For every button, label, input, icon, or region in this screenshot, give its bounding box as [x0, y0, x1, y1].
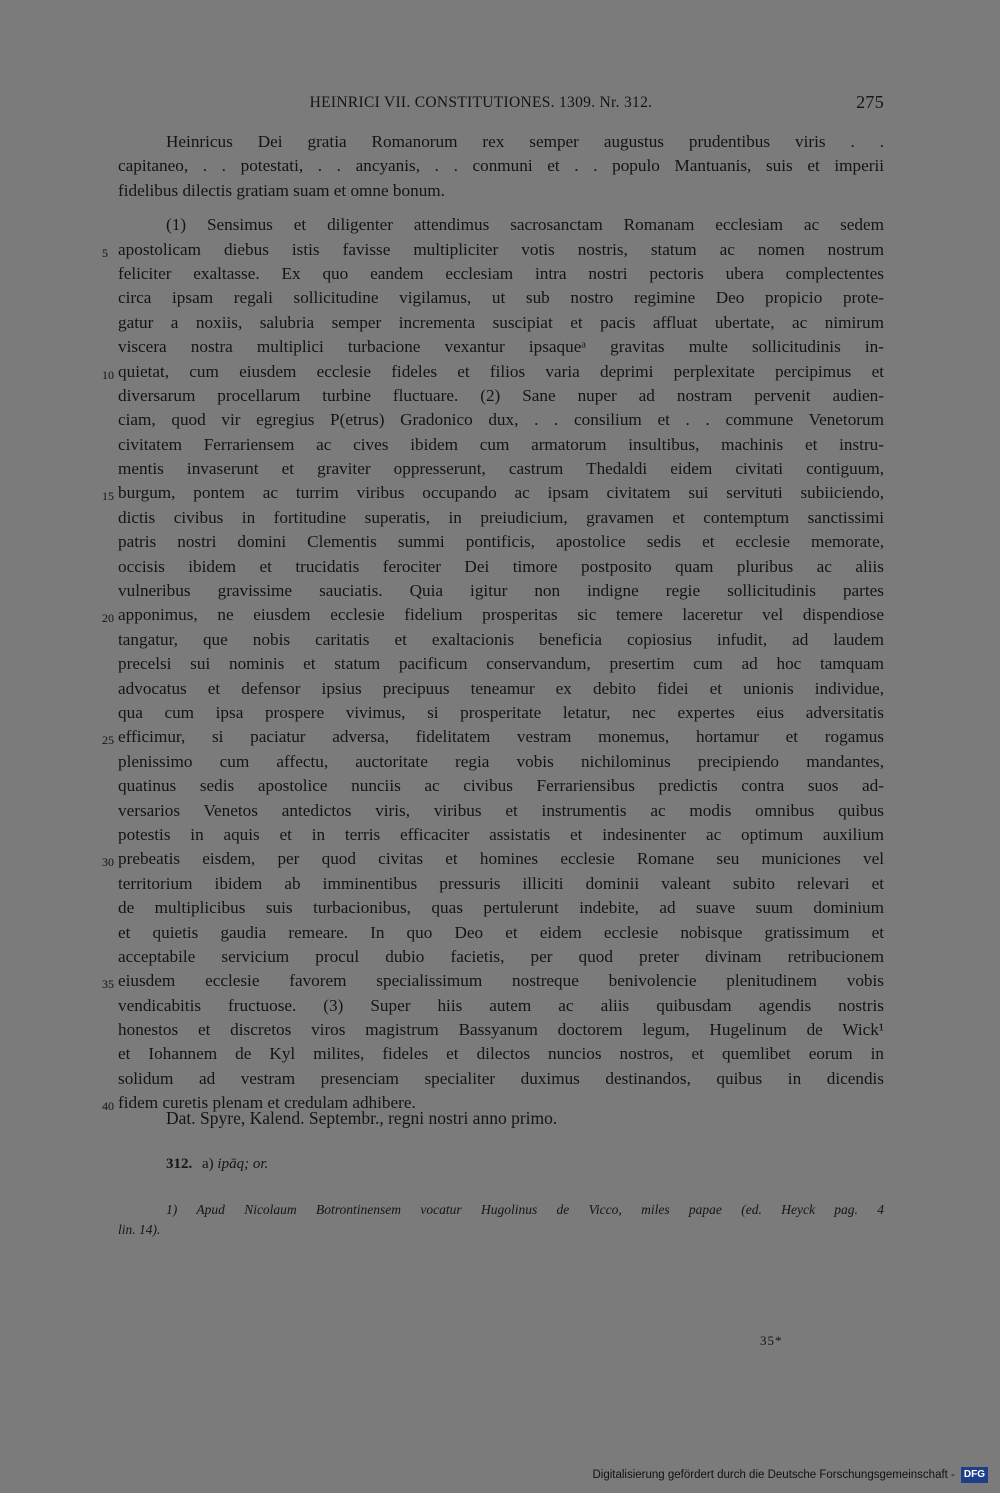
line-number: 35: [102, 977, 114, 992]
text-line: [118, 628, 884, 652]
text-line: [118, 433, 884, 457]
signature-mark: 35*: [760, 1333, 783, 1348]
line-text: efficimur, si paciatur adversa, fidelitatem vestram monemus, hortamur et rogamus: [118, 727, 884, 747]
apparatus-note-text: ipāq; or.: [217, 1156, 269, 1172]
running-title: HEINRICI VII. CONSTITUTIONES. 1309. Nr. 312.: [309, 94, 653, 111]
line-text: civitatem Ferrariensem ac cives ibidem cum armatorum insultibus, machinis et instru-: [118, 434, 884, 454]
text-line: [118, 154, 884, 178]
digitization-credit: [592, 1465, 988, 1485]
text-line: [118, 896, 884, 920]
text-line: [118, 994, 884, 1018]
line-text: prebeatis eisdem, per quod civitas et homines ecclesie Romane seu municiones vel: [118, 849, 884, 869]
text-line: [118, 1018, 884, 1042]
line-number: 20: [102, 611, 114, 626]
text-line: [102, 847, 884, 871]
line-text: de multiplicibus suis turbacionibus, quas pertulerunt indebite, ad suave suum dominium: [118, 898, 884, 918]
line-number: 15: [102, 489, 114, 504]
text-line: [102, 238, 884, 262]
credit-text: Digitalisierung gefördert durch die Deutsche Forschungsgemeinschaft -: [592, 1469, 955, 1481]
text-line: [118, 213, 884, 237]
text-line: [118, 335, 884, 359]
footnote: [118, 1200, 884, 1240]
line-number: 25: [102, 733, 114, 748]
text-line: [118, 555, 884, 579]
line-text: tangatur, que nobis caritatis et exaltacionis beneficia copiosius infudit, ad laudem: [118, 629, 884, 649]
line-text: Heinricus Dei gratia Romanorum rex semper augustus prudentibus viris . .: [166, 132, 884, 151]
line-text: versarios Venetos antedictos viris, viribus et instrumentis ac modis omnibus quibus: [118, 800, 884, 820]
text-line: [118, 530, 884, 554]
text-line: [118, 408, 884, 432]
apparatus-number: 312.: [166, 1156, 193, 1172]
running-header: [118, 92, 884, 118]
text-line: [118, 823, 884, 847]
line-text: dictis civibus in fortitudine superatis, in preiudicium, gravamen et contemptum sanctissimi: [118, 507, 884, 527]
line-number: 40: [102, 1099, 114, 1114]
text-line: [118, 262, 884, 286]
text-line: [118, 945, 884, 969]
text-line: [118, 1042, 884, 1066]
line-text: mentis invaserunt et graviter oppresserunt, castrum Thedaldi eidem civitati contiguum,: [118, 459, 884, 479]
line-text: viscera nostra multiplici turbacione vexantur ipsaqueᵃ gravitas multe sollicitudinis in-: [118, 337, 884, 357]
line-text: apostolicam diebus istis favisse multipliciter votis nostris, statum ac nomen nostrum: [118, 239, 884, 259]
text-line: [118, 384, 884, 408]
line-text: advocatus et defensor ipsius precipuus teneamur ex debito fidei et unionis individue,: [118, 678, 884, 698]
text-line: [118, 311, 884, 335]
line-text: apponimus, ne eiusdem ecclesie fidelium prosperitas sic temere laceretur vel dispendiose: [118, 605, 884, 625]
text-line: [118, 677, 884, 701]
line-text: capitaneo, . . potestati, . . ancyanis, . . conmuni et . . populo Mantuanis, suis et imperii: [118, 156, 884, 176]
line-text: feliciter exaltasse. Ex quo eandem ecclesiam intra nostri pectoris ubera complectentes: [118, 263, 884, 283]
footnote-line-2: lin. 14).: [118, 1222, 161, 1237]
line-text: circa ipsam regali sollicitudine vigilamus, ut sub nostro regimine Deo propicio prote-: [118, 288, 884, 308]
text-line: [118, 799, 884, 823]
line-text: potestis in aquis et in terris efficaciter assistatis et indesinenter ac optimum auxilium: [118, 824, 884, 844]
text-line: [102, 481, 884, 505]
text-line: [118, 921, 884, 945]
critical-apparatus: [166, 1156, 268, 1173]
line-text: quietat, cum eiusdem ecclesie fideles et filios varia deprimi perplexitate percipimus et: [118, 361, 884, 381]
line-number: 5: [102, 245, 108, 260]
line-text: solidum ad vestram presenciam specialiter duximus destinandos, quibus in dicendis: [118, 1068, 884, 1088]
text-line: [118, 652, 884, 676]
line-text: plenissimo cum affectu, auctoritate regia vobis nichilominus precipiendo mandantes,: [118, 751, 884, 771]
line-text: quatinus sedis apostolice nunciis ac civibus Ferrariensibus predictis contra suos ad-: [118, 776, 884, 796]
text-line: [118, 179, 884, 203]
text-line: [118, 506, 884, 530]
line-text: ciam, quod vir egregius P(etrus) Gradonico dux, . . consilium et . . commune Venetorum: [118, 410, 884, 430]
text-line: [118, 457, 884, 481]
line-text: qua cum ipsa prospere vivimus, si prosperitate letatur, nec expertes eius adversitatis: [118, 702, 884, 722]
text-line: [118, 130, 884, 154]
line-text: vulneribus gravissime sauciatis. Quia igitur non indigne regie sollicitudinis partes: [118, 581, 884, 601]
line-text: vendicabitis fructuose. (3) Super hiis autem ac aliis quibusdam agendis nostris: [118, 995, 884, 1015]
text-line: [102, 969, 884, 993]
line-number: 30: [102, 855, 114, 870]
apparatus-note-label: a): [202, 1156, 214, 1172]
line-text: et Iohannem de Kyl milites, fideles et dilectos nuncios nostros, et quemlibet eorum in: [118, 1044, 884, 1064]
text-line: [118, 774, 884, 798]
line-text: et quietis gaudia remeare. In quo Deo et eidem ecclesie nobisque gratissimum et: [118, 922, 884, 942]
line-text: diversarum procellarum turbine fluctuare. (2) Sane nuper ad nostram pervenit audien-: [118, 385, 884, 405]
line-text: gatur a noxiis, salubria semper incrementa suscipiat et pacis affluat ubertate, ac nimirum: [118, 312, 884, 332]
line-text: precelsi sui nominis et statum pacificum conservandum, presertim cum ad hoc tamquam: [118, 654, 884, 674]
line-text: honestos et discretos viros magistrum Bassyanum doctorem legum, Hugelinum de Wick¹: [118, 1020, 884, 1040]
line-text: fidem curetis plenam et credulam adhibere.: [118, 1093, 416, 1113]
footnote-line-1: 1) Apud Nicolaum Botrontinensem vocatur Hugolinus de Vicco, miles papae (ed. Heyck pag. 4: [166, 1202, 884, 1217]
text-line: [118, 579, 884, 603]
text-line: [118, 286, 884, 310]
text-line: [118, 872, 884, 896]
page-number: 275: [856, 92, 884, 112]
line-text: (1) Sensimus et diligenter attendimus sacrosanctam Romanam ecclesiam ac sedem: [166, 215, 884, 235]
text-line: [118, 750, 884, 774]
text-line: [102, 360, 884, 384]
document-body: [102, 130, 884, 1116]
line-text: territorium ibidem ab imminentibus pressuris illiciti dominii valeant subito relevari et: [118, 873, 884, 893]
line-text: acceptabile servicium procul dubio facietis, per quod preter divinam retribucionem: [118, 946, 884, 966]
line-text: patris nostri domini Clementis summi pontificis, apostolice sedis et ecclesie memorate,: [118, 532, 884, 552]
line-text: occisis ibidem et trucidatis ferociter Dei timore postposito quam pluribus ac aliis: [118, 556, 884, 576]
text-line: [102, 725, 884, 749]
line-text: fidelibus dilectis gratiam suam et omne bonum.: [118, 180, 445, 200]
date-line: Dat. Spyre, Kalend. Septembr., regni nostri anno primo.: [166, 1108, 558, 1128]
text-line: [102, 603, 884, 627]
line-number: 10: [102, 367, 114, 382]
dfg-logo: DFG: [961, 1467, 988, 1483]
line-text: burgum, pontem ac turrim viribus occupando ac ipsam civitatem sui servituti subiiciendo,: [118, 483, 884, 503]
text-line: [118, 1067, 884, 1091]
line-text: eiusdem ecclesie favorem specialissimum nostreque benivolencie plenitudinem vobis: [118, 971, 884, 991]
text-line: [118, 701, 884, 725]
